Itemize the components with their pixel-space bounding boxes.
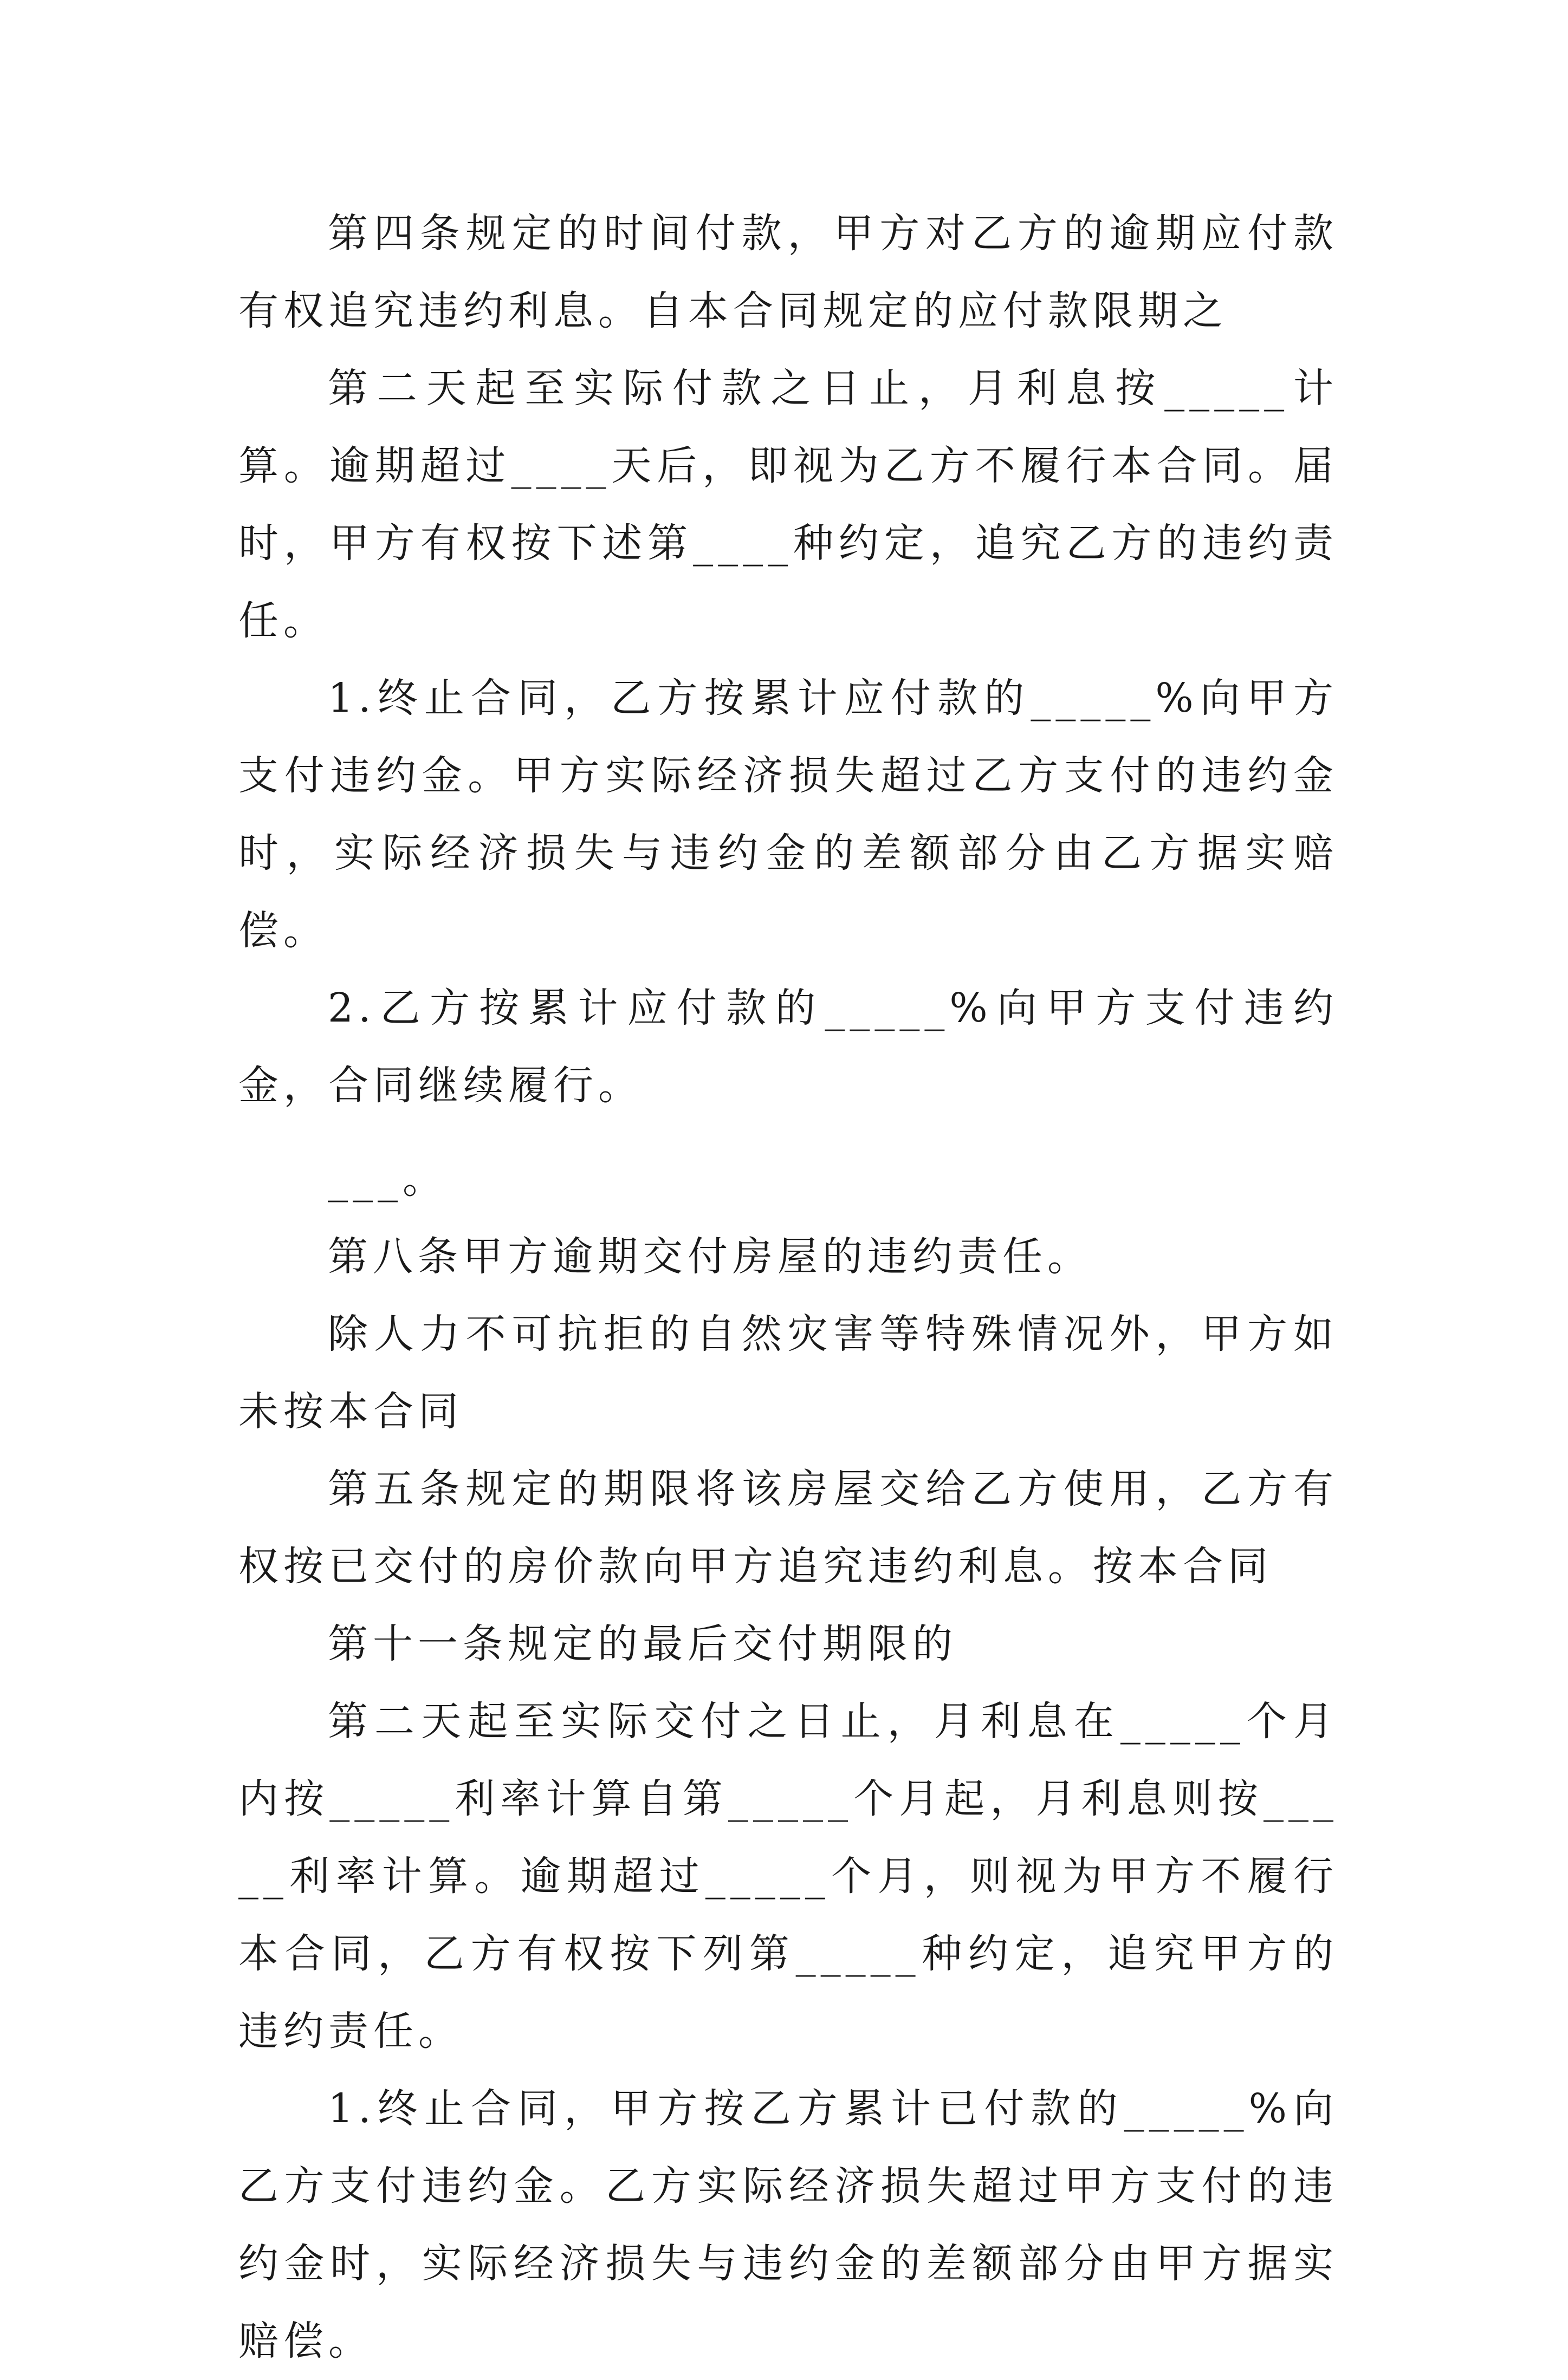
paragraph-clause-11-deadline: 第十一条规定的最后交付期限的 [328,1621,957,1667]
paragraph-option-1-terminate-party-a: 1.终止合同，甲方按乙方累计已付款的_____%向乙方支付违约金。乙方实际经济损失超过甲方支付的违约金时，实际经济损失与违约金的差额部分由甲方据实赔偿。 [238,2085,1338,2364]
document-body [238,195,1338,2380]
paragraph-late-delivery-interest: 第二天起至实际交付之日止，月利息在_____个月内按_____利率计算自第_____个月起，月利息则按_____利率计算。逾期超过_____个月，则视为甲方不履行本合同，乙方有权按下列第_____种约定，追究甲方的违约责任。 [238,1698,1338,2054]
paragraph-force-majeure: 除人力不可抗拒的自然灾害等特殊情况外，甲方如未按本合同 [238,1311,1338,1435]
paragraph-option-1-terminate: 1.终止合同，乙方按累计应付款的_____%向甲方支付违约金。甲方实际经济损失超过乙方支付的违约金时，实际经济损失与违约金的差额部分由乙方据实赔偿。 [238,675,1338,954]
paragraph-clause-4-continued: 第四条规定的时间付款，甲方对乙方的逾期应付款有权追究违约利息。自本合同规定的应付款限期之 [238,210,1338,334]
paragraph-clause-8-title: 第八条甲方逾期交付房屋的违约责任。 [328,1233,1092,1280]
paragraph-option-2-continue: 2.乙方按累计应付款的_____%向甲方支付违约金，合同继续履行。 [238,985,1338,1109]
paragraph-clause-5-delivery: 第五条规定的期限将该房屋交给乙方使用，乙方有权按已交付的房价款向甲方追究违约利息。按本合同 [238,1466,1338,1590]
paragraph-blank-option: ___。 [328,1156,448,1202]
paragraph-late-payment-interest: 第二天起至实际付款之日止，月利息按_____计算。逾期超过____天后，即视为乙方不履行本合同。届时，甲方有权按下述第____种约定，追究乙方的违约责任。 [238,365,1338,644]
